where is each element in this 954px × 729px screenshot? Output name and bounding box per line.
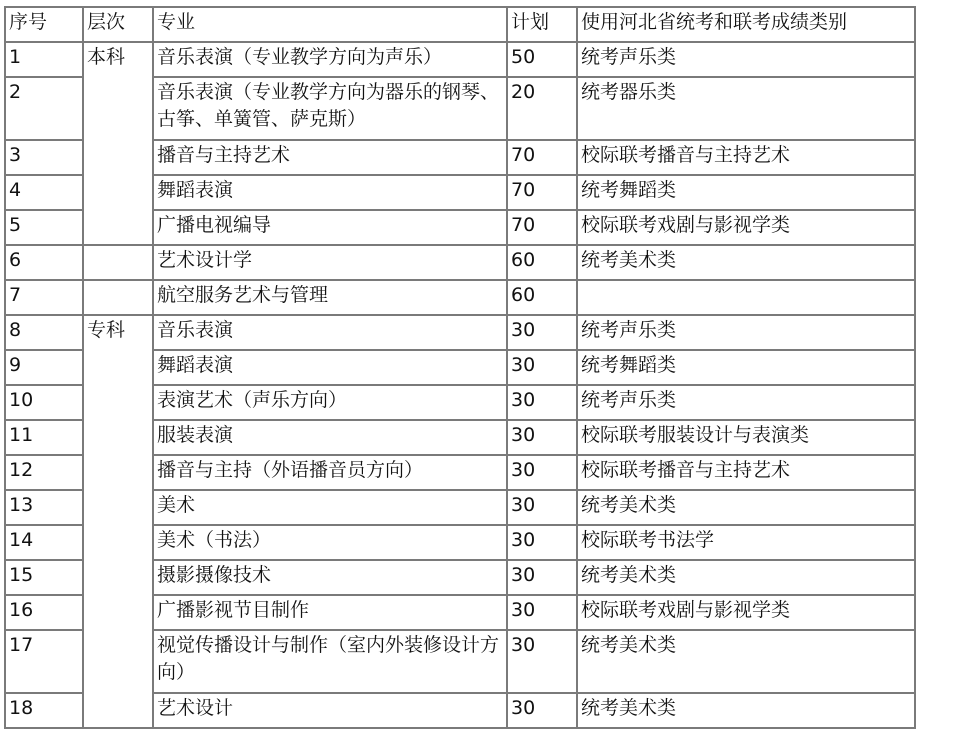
enrollment-plan-table-wrapper <box>4 6 916 729</box>
cell-major: 音乐表演（专业教学方向为声乐） <box>154 43 506 76</box>
cell-no: 18 <box>6 694 82 727</box>
cell-plan: 30 <box>508 386 576 419</box>
cell-level-benke: 本科 <box>84 43 152 244</box>
cell-plan: 30 <box>508 351 576 384</box>
cell-no: 16 <box>6 596 82 629</box>
table-row <box>6 246 914 279</box>
cell-major: 表演艺术（声乐方向） <box>154 386 506 419</box>
table-row <box>6 316 914 349</box>
cell-plan: 30 <box>508 596 576 629</box>
cell-no: 13 <box>6 491 82 524</box>
cell-no: 8 <box>6 316 82 349</box>
cell-no: 7 <box>6 281 82 314</box>
header-cell-major: 专业 <box>154 8 506 41</box>
cell-major: 广播影视节目制作 <box>154 596 506 629</box>
cell-no: 5 <box>6 211 82 244</box>
cell-major: 播音与主持艺术 <box>154 141 506 174</box>
cell-plan: 50 <box>508 43 576 76</box>
table-row <box>6 43 914 76</box>
cell-category: 校际联考戏剧与影视学类 <box>578 596 914 629</box>
cell-category: 统考器乐类 <box>578 78 914 139</box>
cell-major: 摄影摄像技术 <box>154 561 506 594</box>
cell-no: 2 <box>6 78 82 139</box>
cell-level-empty <box>84 281 152 314</box>
cell-major: 美术（书法） <box>154 526 506 559</box>
enrollment-plan-table <box>4 6 916 729</box>
cell-no: 1 <box>6 43 82 76</box>
cell-category: 校际联考书法学 <box>578 526 914 559</box>
cell-category: 校际联考戏剧与影视学类 <box>578 211 914 244</box>
cell-plan: 30 <box>508 491 576 524</box>
header-cell-category: 使用河北省统考和联考成绩类别 <box>578 8 914 41</box>
cell-major: 艺术设计学 <box>154 246 506 279</box>
header-cell-level: 层次 <box>84 8 152 41</box>
cell-major: 播音与主持（外语播音员方向） <box>154 456 506 489</box>
cell-plan: 30 <box>508 456 576 489</box>
cell-level-zhuanke: 专科 <box>84 316 152 727</box>
cell-category: 统考美术类 <box>578 694 914 727</box>
cell-major: 音乐表演 <box>154 316 506 349</box>
cell-plan: 30 <box>508 316 576 349</box>
cell-no: 11 <box>6 421 82 454</box>
cell-category: 统考声乐类 <box>578 43 914 76</box>
cell-category: 统考美术类 <box>578 631 914 692</box>
cell-major: 视觉传播设计与制作（室内外装修设计方向） <box>154 631 506 692</box>
cell-category: 统考声乐类 <box>578 316 914 349</box>
table-row <box>6 281 914 314</box>
cell-category: 统考舞蹈类 <box>578 176 914 209</box>
cell-plan: 30 <box>508 421 576 454</box>
cell-no: 10 <box>6 386 82 419</box>
cell-major: 舞蹈表演 <box>154 176 506 209</box>
cell-category: 统考美术类 <box>578 561 914 594</box>
cell-plan: 70 <box>508 211 576 244</box>
cell-major: 美术 <box>154 491 506 524</box>
cell-category: 校际联考播音与主持艺术 <box>578 456 914 489</box>
cell-plan: 30 <box>508 561 576 594</box>
cell-major: 广播电视编导 <box>154 211 506 244</box>
cell-category: 统考舞蹈类 <box>578 351 914 384</box>
cell-major: 音乐表演（专业教学方向为器乐的钢琴、古筝、单簧管、萨克斯） <box>154 78 506 139</box>
cell-major: 航空服务艺术与管理 <box>154 281 506 314</box>
cell-plan: 30 <box>508 631 576 692</box>
cell-category: 校际联考播音与主持艺术 <box>578 141 914 174</box>
cell-category: 校际联考服装设计与表演类 <box>578 421 914 454</box>
header-cell-plan: 计划 <box>508 8 576 41</box>
cell-no: 3 <box>6 141 82 174</box>
cell-plan: 70 <box>508 141 576 174</box>
cell-category: 统考美术类 <box>578 246 914 279</box>
header-cell-no: 序号 <box>6 8 82 41</box>
cell-level-empty <box>84 246 152 279</box>
cell-major: 艺术设计 <box>154 694 506 727</box>
cell-plan: 30 <box>508 526 576 559</box>
cell-major: 服装表演 <box>154 421 506 454</box>
cell-no: 4 <box>6 176 82 209</box>
cell-plan: 60 <box>508 281 576 314</box>
cell-no: 14 <box>6 526 82 559</box>
cell-major: 舞蹈表演 <box>154 351 506 384</box>
cell-category: 统考美术类 <box>578 491 914 524</box>
table-header-row <box>6 8 914 41</box>
cell-no: 12 <box>6 456 82 489</box>
cell-category <box>578 281 914 314</box>
cell-plan: 60 <box>508 246 576 279</box>
cell-plan: 20 <box>508 78 576 139</box>
cell-plan: 30 <box>508 694 576 727</box>
cell-category: 统考声乐类 <box>578 386 914 419</box>
cell-no: 17 <box>6 631 82 692</box>
cell-plan: 70 <box>508 176 576 209</box>
cell-no: 15 <box>6 561 82 594</box>
cell-no: 9 <box>6 351 82 384</box>
cell-no: 6 <box>6 246 82 279</box>
